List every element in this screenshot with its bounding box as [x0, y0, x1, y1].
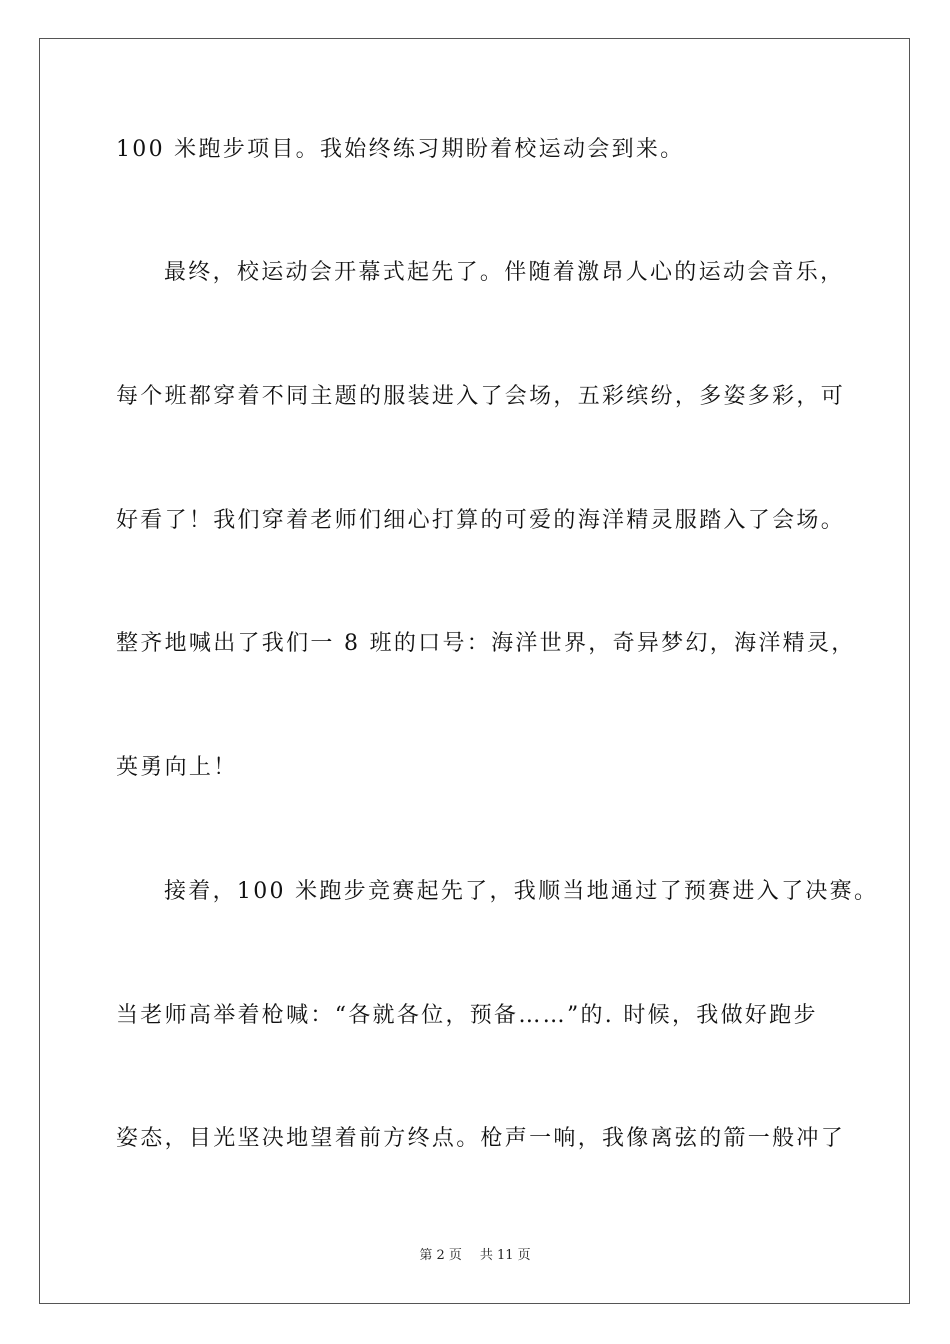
page-total: 共 11 页 [479, 1248, 531, 1263]
paragraph-line: 接着，100 米跑步竞赛起先了，我顺当地通过了预赛进入了决赛。 [164, 879, 879, 904]
paragraph-line: 好看了！我们穿着老师们细心打算的可爱的海洋精灵服踏入了会场。 [116, 508, 846, 533]
paragraph-line: 100 米跑步项目。我始终练习期盼着校运动会到来。 [116, 137, 685, 162]
paragraph-line: 整齐地喊出了我们一 8 班的口号：海洋世界，奇异梦幻，海洋精灵， [116, 631, 856, 656]
paragraph-line: 最终，校运动会开幕式起先了。伴随着激昂人心的运动会音乐， [164, 260, 845, 285]
paragraph-line: 姿态，目光坚决地望着前方终点。枪声一响，我像离弦的箭一般冲了 [116, 1126, 846, 1151]
paragraph-line: 英勇向上！ [116, 755, 238, 780]
paragraph-line: 每个班都穿着不同主题的服装进入了会场，五彩缤纷，多姿多彩，可 [116, 384, 846, 409]
page-footer [0, 1247, 950, 1265]
page-border [39, 38, 910, 1304]
page-number: 第 2 页 [419, 1248, 462, 1263]
paragraph-line: 当老师高举着枪喊：“各就各位，预备……”的. 时候，我做好跑步 [116, 1003, 818, 1028]
